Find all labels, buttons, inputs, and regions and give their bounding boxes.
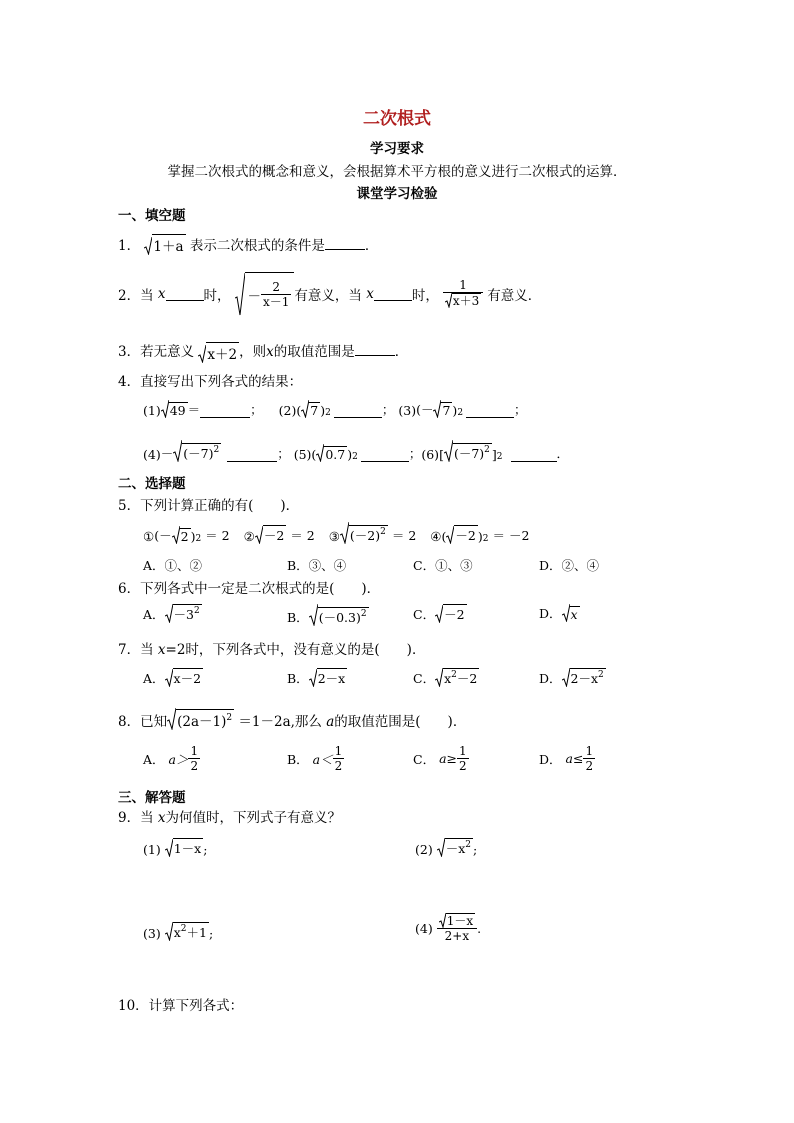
q7-stem-b: =2时，下列各式中，没有意义的是( )． [165, 642, 426, 658]
q3-number: 3．若无意义 [118, 344, 195, 360]
question-8: 8．已知 $(2a-1)^2$ ＝1－2a ,那么 a 的取值范围是( )． [118, 708, 466, 730]
q4-p6-inner-exp: 2 [484, 445, 490, 455]
q9-p4-label: (4) [415, 920, 433, 936]
q2-blank-2 [374, 287, 412, 301]
q4-row-1: (1) 49 ＝ ； (2) ( 7 ) 2 ； (3) (－ 7 ) 2 ； [143, 402, 527, 418]
question-4: 4．直接写出下列各式的结果： [118, 374, 303, 390]
q4-p5-label: (5) [293, 447, 312, 462]
check-heading: 课堂学习检验 [356, 186, 438, 202]
question-1 [118, 234, 378, 259]
q5-item-3-result: ＝ 2 [391, 528, 417, 543]
q7-c-radicand-tail: －2 [456, 671, 478, 686]
q4-p6-label: (6) [421, 447, 440, 462]
q9-p2-label: (2) [415, 842, 433, 857]
question-2 [118, 272, 541, 316]
q4-p2-label: (2) [278, 403, 297, 418]
q6-b-label: B． [287, 610, 309, 625]
q5-option-c[interactable]: C．①、③ [413, 558, 473, 573]
q7-option-d[interactable]: D． $2-x^2$ [539, 670, 604, 686]
q8-a-label: A． [143, 751, 165, 767]
q4-p5-radicand: 0.7 [325, 447, 346, 462]
section-choice: 二、选择题 [118, 476, 186, 492]
q6-option-c[interactable] [413, 604, 467, 623]
q8-b-rel: a＜ [312, 751, 333, 767]
q7-b-label: B． [287, 671, 309, 686]
q8-var: a [326, 714, 335, 730]
q2-frac2 [443, 278, 483, 311]
question-9 [118, 806, 341, 826]
q8-b-den: 2 [334, 759, 343, 773]
q4-p2-blank [334, 404, 382, 418]
q5-option-b[interactable]: B．③、④ [287, 558, 347, 573]
q2-frac1-den: x－1 [263, 295, 290, 309]
q7-var: x [157, 642, 166, 658]
q8-stem-a: 8．已知 [118, 714, 168, 730]
q6-d-radicand: x [570, 607, 578, 622]
q9-p2-sep: ; [473, 842, 478, 857]
q3-blank [355, 342, 395, 356]
q1-blank [325, 236, 365, 250]
q8-a-den: 2 [190, 759, 199, 773]
q4-p3-blank [466, 404, 514, 418]
q9-p3-label: (3) [143, 926, 161, 941]
q4-p4-radicand [182, 443, 221, 462]
q4-p1-eq: ＝ [187, 402, 201, 417]
q7-stem-a: 7．当 [118, 642, 154, 658]
q5-item-2-radicand: －2 [263, 525, 286, 544]
q9-p2-radicand: －x [445, 841, 466, 856]
q6-option-b[interactable]: B． $(-0.3)^2$ [287, 604, 369, 626]
q7-option-c[interactable]: C． $x^2-2$ [413, 670, 478, 686]
q4-p6-end: ． [556, 446, 570, 461]
section-fill-blank: 一、填空题 [118, 208, 186, 224]
q8-rhs: ＝1－2a [238, 714, 291, 730]
q4-p3-sep: ； [514, 402, 527, 417]
q4-p1-label: (1) [143, 403, 161, 418]
q6-a-radicand: －3 [173, 607, 194, 622]
q8-stem-c: 的取值范围是( )． [334, 714, 467, 730]
q2-var-x2: x [366, 286, 374, 302]
question-7 [118, 638, 425, 658]
section-solve: 三、解答题 [118, 790, 186, 806]
q4-p3-exp: 2 [457, 408, 464, 418]
q2-frac1-num: 2 [261, 280, 291, 295]
q6-d-label: D． [539, 606, 562, 621]
q9-p3-sep: ; [208, 926, 214, 941]
q4-p6-base: (－7) [453, 446, 485, 461]
q4-p6-blank [511, 448, 557, 462]
page-title: 二次根式 [363, 109, 431, 129]
q4-p2-exp: 2 [325, 408, 331, 418]
q9-p3-radicand: x [173, 925, 181, 940]
q2-when2: 时， [411, 288, 439, 304]
q4-p4-sep: ； [277, 446, 290, 461]
q5-option-a[interactable]: A．①、② [143, 558, 203, 573]
q7-d-radicand: 2－x [570, 671, 599, 686]
q4-p5-exp: 2 [352, 452, 358, 462]
q1-text: 表示二次根式的条件是 [189, 238, 325, 254]
q8-option-d[interactable] [539, 744, 595, 773]
q1-number: 1． [118, 238, 141, 254]
q4-p4-blank [227, 448, 277, 462]
q9-p4-sep: . [477, 920, 482, 936]
q7-a-radicand: x－2 [173, 668, 204, 687]
q2-meaning2: 有意义． [487, 288, 542, 304]
q5-item-2-result: ＝ 2 [290, 528, 315, 543]
q1-radicand: 1＋a [152, 234, 185, 255]
q8-option-a[interactable] [143, 744, 200, 773]
q4-p3-radicand: 7 [442, 403, 451, 418]
q8-d-num: 1 [585, 744, 594, 758]
q8-b-label: B． [287, 751, 309, 767]
q3-text2: 的取值范围是 [273, 344, 355, 360]
q7-option-a[interactable] [143, 668, 203, 687]
q4-p1-sep: ； [250, 402, 263, 417]
q4-p4-base: (－7) [183, 446, 214, 461]
q8-d-label: D． [539, 751, 562, 767]
q8-option-b[interactable] [287, 744, 344, 773]
q1-end: ． [364, 238, 379, 254]
q4-p4-label: (4) [143, 447, 161, 462]
q7-c-radicand: x [444, 671, 452, 686]
q5-item-3-mark: ③ [328, 529, 340, 544]
q4-p4-exp: 2 [213, 445, 220, 455]
q4-p5-sep: ； [408, 446, 422, 461]
q4-p2-sep: ； [381, 402, 395, 417]
q5-item-1-radicand: 2 [180, 529, 189, 544]
q9-p1-sep: ; [203, 842, 208, 857]
q5-item-3-radicand: (－2) [349, 528, 381, 543]
q7-d-label: D． [539, 671, 562, 686]
q7-c-label: C． [413, 671, 436, 686]
q9-var: x [157, 810, 166, 826]
q8-c-rel: a≥ [439, 751, 457, 766]
q2-meaning: 有意义，当 [294, 288, 362, 304]
q4-p1-radicand: 49 [169, 403, 186, 418]
requirements-heading: 学习要求 [370, 141, 424, 157]
q8-stem-b: ,那么 [290, 714, 322, 730]
q6-b-radicand: (－0.3) [318, 610, 361, 625]
q9-p1-radicand: 1－x [173, 838, 204, 857]
q8-radicand: (2a－1) [177, 714, 227, 730]
q3-radical [198, 342, 239, 363]
q8-c-num: 1 [459, 744, 467, 758]
q8-c-label: C． [413, 751, 436, 767]
q9-p1-label: (1) [143, 842, 161, 857]
q8-a-rel: a＞ [168, 751, 189, 767]
q9-part-2: (2) $-x^2$ ; [415, 840, 478, 857]
q6-option-d[interactable] [539, 604, 580, 622]
q3-var: x [266, 344, 274, 360]
question-6: 6．下列各式中一定是二次根式的是( )． [118, 581, 381, 597]
q6-c-radicand: －2 [443, 604, 466, 623]
q5-item-1-mark: ① [143, 529, 155, 544]
q9-part-4 [415, 913, 481, 943]
q2-frac2-num: 1 [443, 278, 483, 293]
q5-item-4-radicand: －2 [454, 525, 477, 544]
q6-c-label: C． [413, 607, 436, 622]
q9-stem-a: 9．当 [118, 810, 154, 826]
q8-option-c[interactable] [413, 744, 469, 773]
q9-p3-radicand-tail: ＋1 [186, 925, 207, 940]
requirements-text: 掌握二次根式的概念和意义，会根据算术平方根的意义进行二次根式的运算． [167, 164, 627, 180]
q5-item-4-result: ＝ －2 [492, 528, 530, 543]
q2-when: 时， [203, 288, 231, 304]
q3-end: ． [394, 344, 409, 360]
q8-b-num: 1 [334, 744, 343, 758]
q8-d-den: 2 [585, 759, 594, 773]
q7-option-b[interactable] [287, 668, 347, 687]
q2-radical-1: － $\frac{2}{x-1}$ [235, 272, 295, 316]
q6-option-a[interactable]: A． $-3^2$ [143, 606, 200, 622]
q9-p4-den: 2+x [444, 929, 470, 943]
q6-a-label: A． [143, 607, 165, 622]
q8-c-den: 2 [459, 759, 467, 773]
q3-radicand: x＋2 [206, 342, 239, 363]
q4-row-2: (4) － $(-7)^2$ ； (5) ( 0.7 ) 2 ； (6) [ $(-7)^2$ ] 2 ． [143, 440, 569, 462]
q4-p1-blank [200, 404, 250, 418]
q5-option-d[interactable]: D．②、④ [539, 558, 600, 573]
q9-part-3: (3) $x^2+1$ ; [143, 924, 214, 941]
q9-stem-b: 为何值时，下列式子有意义？ [165, 810, 342, 826]
q7-b-radicand: 2－x [317, 668, 348, 687]
q5-statements: ① (－ 2 ) 2 ＝ 2 ② －2 ＝ 2 ③ $(-2)^2$ ＝ 2 ④ ( －2 ) 2 ＝ －2 [143, 522, 529, 544]
q8-d-rel: a≤ [565, 751, 584, 766]
q7-a-label: A． [143, 671, 165, 686]
q2-blank-1 [166, 287, 204, 301]
q2-frac2-den: x＋3 [452, 293, 480, 308]
q2-number: 2．当 [118, 288, 154, 304]
q4-p6-exp: 2 [496, 452, 503, 462]
q4-p2-radicand: 7 [310, 403, 319, 418]
q5-item-2-mark: ② [243, 529, 255, 544]
q3-text: ，则 [239, 344, 267, 360]
q5-item-4-mark: ④ [430, 529, 442, 544]
q9-part-1 [143, 838, 207, 857]
q4-p5-blank [361, 448, 409, 462]
q9-p4-num: 1－x [446, 914, 474, 928]
q8-a-num: 1 [190, 744, 199, 758]
question-10: 10．计算下列各式： [118, 998, 244, 1014]
question-3 [118, 340, 408, 363]
question-5: 5．下列计算正确的有( )． [118, 498, 300, 514]
q4-p6-radicand [453, 443, 492, 462]
q5-item-1-result: ＝ 2 [205, 528, 230, 543]
q1-radical [144, 234, 185, 259]
q2-var-x: x [157, 286, 166, 302]
q4-p3-label: (3) [398, 403, 417, 418]
